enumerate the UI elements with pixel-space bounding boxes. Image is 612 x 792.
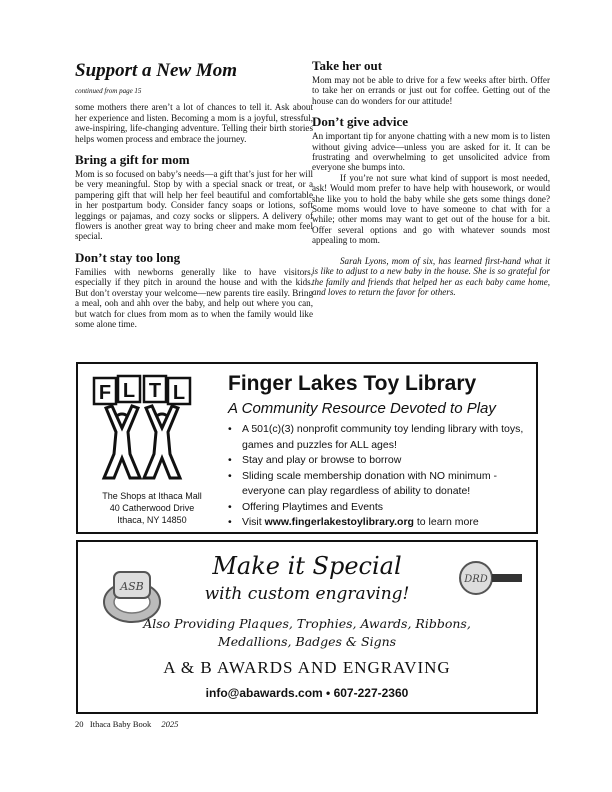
bullet-item: • A 501(c)(3) nonprofit community toy lending library with toys, games and puzzles for ALL ages!: [228, 422, 528, 453]
toy-library-ad: [76, 362, 538, 534]
awards-ad: [76, 540, 538, 714]
toy-library-logo: [92, 374, 192, 484]
bullet-item-visit: [228, 515, 528, 531]
ring-monogram-right: DRD: [464, 574, 488, 585]
paragraph-advice-1: An important tip for anyone chatting with a new mom is to listen without giving advice—unless you are asked for it. It can be frustrating and overwhelming to get unsolicited advice from everyone she bumps into.: [312, 131, 550, 173]
ring-monogram-left: ASB: [120, 580, 144, 593]
paragraph-stay: Families with newborns generally like to have visitors, especially if they pitch in around the house and with the kids. But don’t overstay your welcome—new parents tire easily. Bring a meal, ooh and ahh over the baby, and help out where you can, but watch for clues from mom as to when the family would like some alone time.: [75, 266, 313, 329]
address-line-2: 40 Catherwood Drive: [109, 503, 195, 513]
toy-library-bullets: [228, 422, 528, 531]
logo-letter-3: T: [148, 380, 162, 402]
article-title: Support a New Mom: [75, 60, 238, 81]
awards-company-name: A & B AWARDS AND ENGRAVING: [163, 658, 451, 677]
page-footer: [75, 719, 178, 729]
page-number: 20: [75, 719, 84, 729]
address-line-3: Ithaca, NY 14850: [117, 515, 187, 525]
intro-paragraph: some mothers there aren’t a lot of chances to tell it. Ask about her experience and listen. Becoming a mom is a joyful, stressful, awe-inspiring, life-changing adventure. Telling their birth stories helps women process and embrace the journey.: [75, 102, 313, 144]
cufflinks-icon: [456, 558, 526, 602]
heading-stay: Don’t stay too long: [75, 249, 181, 265]
toy-library-address: [82, 490, 222, 526]
awards-subtitle: with custom engraving!: [204, 584, 410, 604]
logo-letter-1: F: [98, 382, 112, 404]
toy-library-title: Finger Lakes Toy Library: [228, 372, 477, 395]
logo-letter-2: L: [122, 380, 136, 402]
paragraph-take-out: Mom may not be able to drive for a few weeks after birth. Offer to take her on errands or just out for coffee. Getting out of the house can do wonders for our attitude!: [312, 75, 550, 106]
bullet-item: • Stay and play or browse to borrow: [228, 453, 528, 469]
awards-contact[interactable]: info@abawards.com • 607-227-2360: [205, 686, 409, 700]
heading-gift: Bring a gift for mom: [75, 152, 190, 168]
publication-year: 2025: [161, 719, 179, 729]
figures-icon: [104, 406, 180, 478]
toy-library-subtitle: A Community Resource Devoted to Play: [228, 400, 496, 417]
address-line-1: The Shops at Ithaca Mall: [102, 491, 202, 501]
toy-library-url[interactable]: www.fingerlakestoylibrary.org: [264, 516, 414, 528]
bullet-item: • Offering Playtimes and Events: [228, 500, 528, 516]
continued-note: continued from page 15: [75, 87, 142, 95]
logo-letter-4: L: [172, 382, 186, 404]
heading-advice: Don’t give advice: [312, 114, 409, 130]
awards-services-line-1: Also Providing Plaques, Trophies, Awards, Ribbons,: [143, 616, 471, 631]
paragraph-advice-2: If you’re not sure what kind of support is most needed, ask! Would mom prefer to have help with housework, or would she like you to hold the baby while she gets some things done? Some moms would love to have someone to chat with for a while; other moms may want to get out of the house for a bit. Offer several options and go with whatever sounds most appealing to mom.: [312, 172, 550, 246]
author-bio: Sarah Lyons, mom of six, has learned first-hand what it is like to adjust to a new baby in the house. She is so grateful for the family and friends that helped her as each baby came home, and loves to return the favor for others.: [312, 255, 550, 297]
publication-name: Ithaca Baby Book: [89, 719, 152, 729]
heading-take-out: Take her out: [312, 58, 383, 73]
awards-services-line-2: Medallions, Badges & Signs: [217, 634, 397, 649]
awards-title: Make it Special: [212, 552, 402, 580]
paragraph-gift: Mom is so focused on baby’s needs—a gift that’s just for her will be very meaningful. Stop by with a special snack or treat, or a pampering gift that will help her feel beautiful and comfortable in her postpartum body. Consider fancy soaps or lotions, soft leggings or pajamas, and cozy socks or slippers. A delivery of flowers is another great way to bring cheer and make mom feel special.: [75, 169, 313, 242]
bullet-item: • Sliding scale membership donation with NO minimum - everyone can play regardless of ability to donate!: [228, 469, 528, 500]
left-column: [75, 58, 313, 329]
visit-suffix: to learn more: [413, 516, 479, 528]
right-column: [312, 58, 550, 297]
visit-prefix: Visit: [242, 516, 265, 528]
